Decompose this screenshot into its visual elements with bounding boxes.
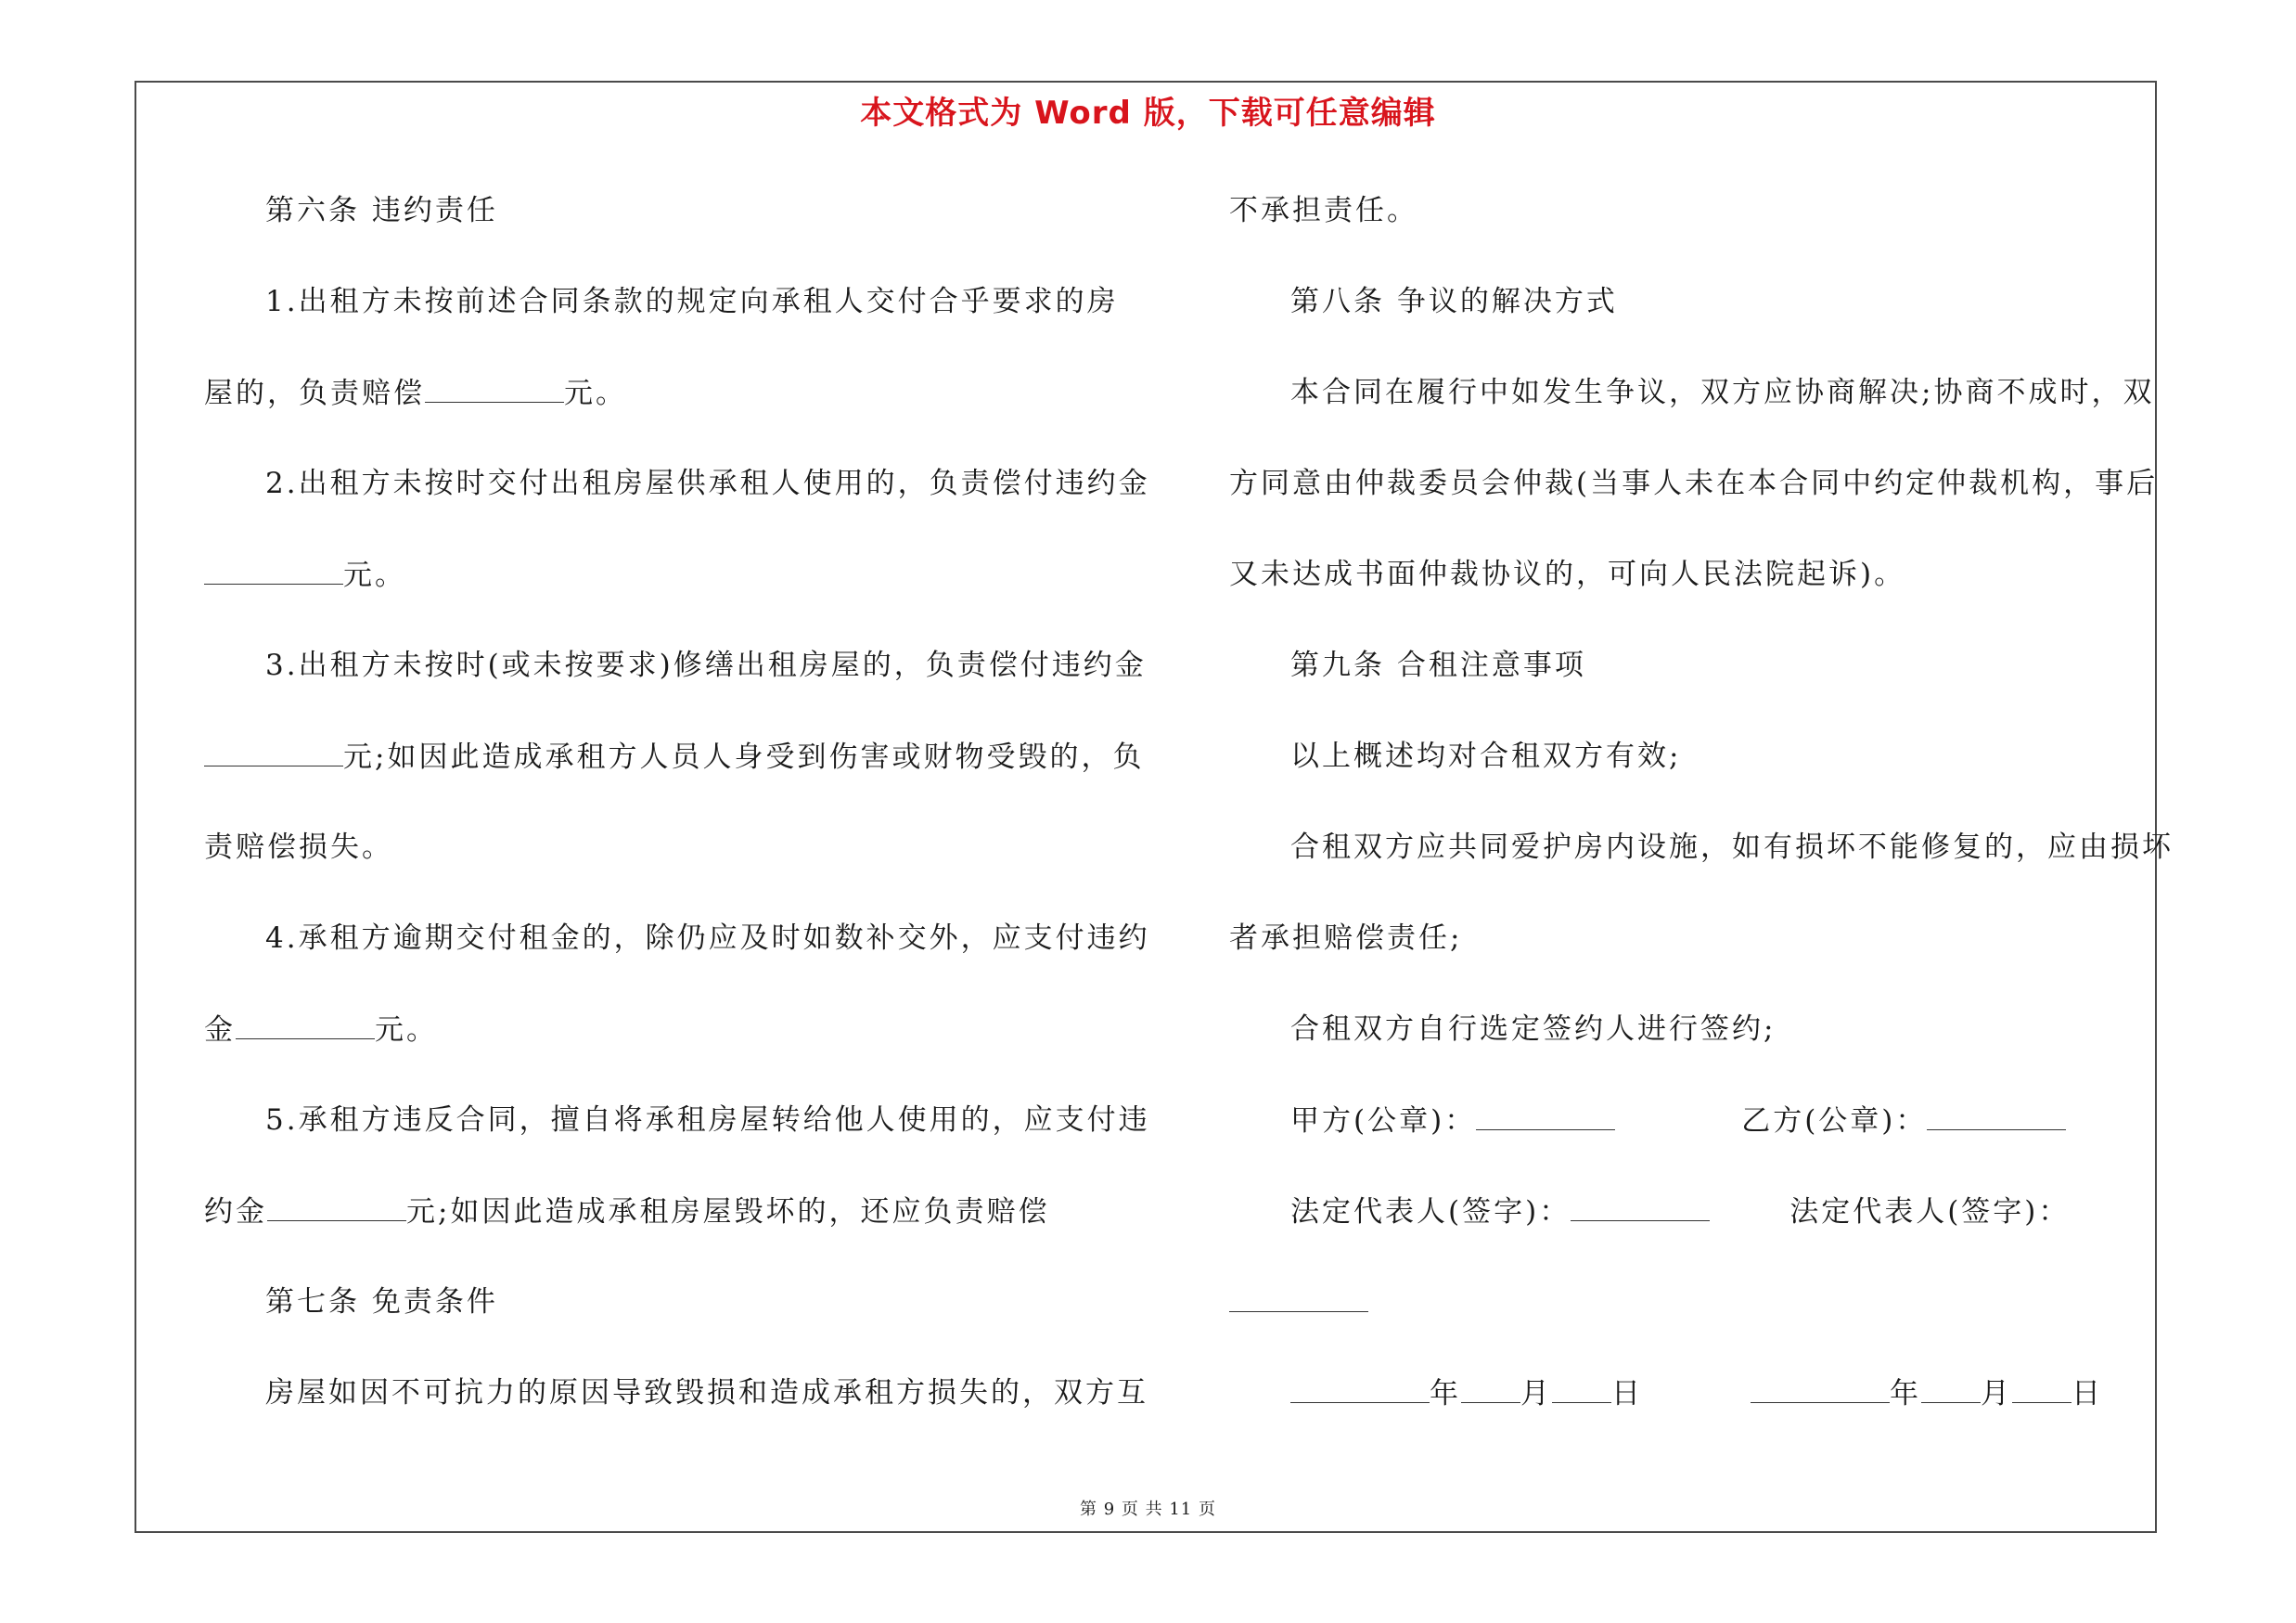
representative-line bbox=[1229, 1183, 2157, 1274]
clause-6-2-line-2: 元。 bbox=[204, 547, 1132, 638]
article-8-body-line-3: 又未达成书面仲裁协议的，可向人民法院起诉)。 bbox=[1229, 558, 1906, 591]
article-7-body-line-1: 房屋如因不可抗力的原因导致毁损和造成承租方损失的，双方互 bbox=[265, 1376, 1148, 1410]
blank-field[interactable] bbox=[267, 1183, 406, 1221]
blank-field[interactable] bbox=[236, 1001, 375, 1039]
article-9-body-line-2: 合租双方应共同爱护房内设施，如有损坏不能修复的，应由损坏 bbox=[1290, 831, 2174, 864]
article-8-heading: 第八条 争议的解决方式 bbox=[1290, 285, 1618, 318]
clause-6-3-line-1: 3.出租方未按时(或未按要求)修缮出租房屋的，负责偿付违约金 bbox=[265, 649, 1147, 682]
article-9-body-line-3: 者承担赔偿责任; bbox=[1229, 921, 1463, 955]
party-a-seal-field[interactable] bbox=[1476, 1092, 1615, 1130]
date-b-year-field[interactable] bbox=[1751, 1365, 1890, 1403]
clause-6-5-line-2: 约金 元;如因此造成承租房屋毁坏的，还应负责赔偿 bbox=[204, 1183, 1132, 1274]
date-a-day-field[interactable] bbox=[1552, 1365, 1611, 1403]
left-column bbox=[204, 183, 1150, 1456]
party-a-seal-label: 甲方(公章)： bbox=[1290, 1104, 1477, 1138]
clause-6-4-line-1: 4.承租方逾期交付租金的，除仍应及时如数补交外，应支付违约 bbox=[265, 921, 1150, 955]
party-b-seal-label: 乙方(公章)： bbox=[1741, 1104, 1928, 1138]
download-banner: 本文格式为 Word 版，下载可任意编辑 bbox=[860, 95, 1436, 132]
seal-line bbox=[1229, 1092, 2157, 1183]
article-9-body-line-1: 以上概述均对合租双方有效; bbox=[1290, 740, 1682, 773]
article-8-body-line-1: 本合同在履行中如发生争议，双方应协商解决;协商不成时，双 bbox=[1290, 376, 2155, 409]
clause-6-2-line-1: 2.出租方未按时交付出租房屋供承租人使用的，负责偿付违约金 bbox=[265, 467, 1150, 500]
rep-a-field[interactable] bbox=[1571, 1183, 1710, 1221]
clause-6-5-line-1: 5.承租方违反合同，擅自将承租房屋转给他人使用的，应支付违 bbox=[265, 1103, 1150, 1137]
party-b-seal-field[interactable] bbox=[1927, 1092, 2066, 1130]
date-line: 年 月 日 年 月 日 bbox=[1229, 1365, 2157, 1456]
rep-a-label: 法定代表人(签字)： bbox=[1290, 1195, 1571, 1229]
article-9-heading: 第九条 合租注意事项 bbox=[1290, 649, 1586, 682]
clause-6-3-line-2: 元;如因此造成承租方人员人身受到伤害或财物受毁的，负 bbox=[204, 728, 1132, 819]
article-6-heading: 第六条 违约责任 bbox=[265, 194, 498, 227]
clause-6-1-line-1: 1.出租方未按前述合同条款的规定向承租人交付合乎要求的房 bbox=[265, 285, 1119, 318]
article-7-body-line-2: 不承担责任。 bbox=[1229, 194, 1418, 227]
date-a-year-field[interactable] bbox=[1290, 1365, 1430, 1403]
clause-6-4-line-2: 金 元。 bbox=[204, 1001, 1132, 1092]
article-7-heading: 第七条 免责条件 bbox=[265, 1285, 498, 1319]
date-b-day-field[interactable] bbox=[2012, 1365, 2072, 1403]
clause-6-1-line-2: 屋的，负责赔偿 元。 bbox=[204, 365, 1132, 456]
blank-field[interactable] bbox=[204, 728, 343, 766]
clause-6-3-line-3: 责赔偿损失。 bbox=[204, 831, 393, 864]
blank-field[interactable] bbox=[425, 365, 564, 403]
date-a-month-field[interactable] bbox=[1461, 1365, 1520, 1403]
article-8-body-line-2: 方同意由仲裁委员会仲裁(当事人未在本合同中约定仲裁机构，事后 bbox=[1229, 467, 2159, 500]
rep-b-label: 法定代表人(签字)： bbox=[1789, 1195, 2071, 1229]
rep-b-field[interactable] bbox=[1229, 1274, 1368, 1312]
date-b-month-field[interactable] bbox=[1921, 1365, 1981, 1403]
right-column bbox=[1229, 183, 2174, 1456]
blank-field[interactable] bbox=[204, 547, 343, 585]
page-number: 第 9 页 共 11 页 bbox=[1080, 1500, 1216, 1519]
rep-b-continued bbox=[1229, 1274, 2157, 1365]
article-9-body-line-4: 合租双方自行选定签约人进行签约; bbox=[1290, 1012, 1777, 1046]
